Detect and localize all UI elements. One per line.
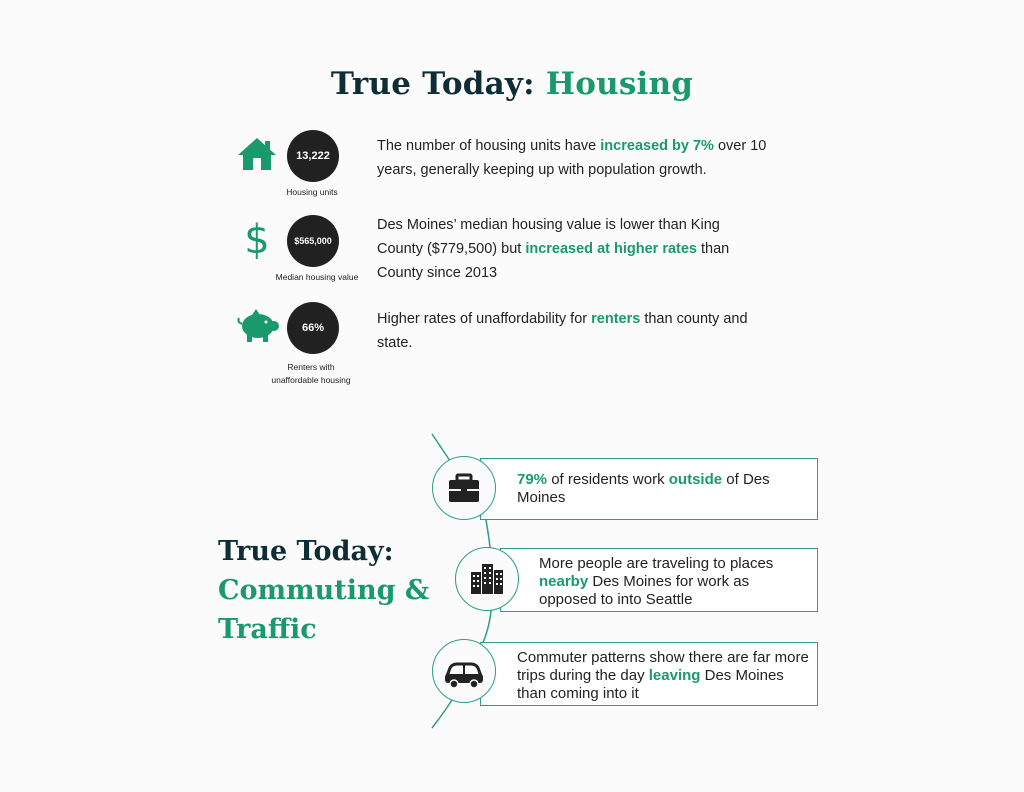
median-value-caption: Median housing value	[275, 272, 359, 282]
desc-text: Des Moines’ median housing value is lower than King County ($779,500) but	[377, 217, 720, 257]
commute-text: Des Moines than coming into it	[517, 667, 784, 702]
commute-highlight: nearby	[539, 573, 589, 590]
commute-text: of Des Moines	[517, 471, 770, 506]
buildings-icon	[455, 547, 519, 611]
desc-highlight: renters	[591, 311, 641, 327]
commute-text: of residents work	[547, 471, 669, 488]
commute-text: Des Moines for work as opposed to into Seattle	[539, 573, 750, 608]
housing-units-caption: Housing units	[286, 187, 338, 197]
car-icon	[432, 639, 496, 703]
svg-text:$: $	[244, 217, 270, 263]
commute-highlight: 79%	[517, 471, 548, 488]
commute-text: Commuter patterns show there are far more trips during the day	[517, 649, 809, 684]
briefcase-icon	[432, 456, 496, 520]
desc-text: The number of housing units have	[377, 138, 601, 154]
commuting-title-line3: Traffic	[218, 614, 317, 645]
commute-text-1	[517, 471, 807, 507]
commute-text-2	[539, 555, 809, 609]
commute-highlight: outside	[668, 471, 723, 488]
renters-caption-line: Renters with	[287, 362, 335, 372]
commute-box-1	[480, 458, 818, 520]
renters-value: 66%	[287, 302, 339, 354]
commute-text-3	[517, 649, 811, 703]
desc-text: over 10 years, generally keeping up with population growth.	[377, 138, 767, 178]
median-value: $565,000	[287, 215, 339, 267]
desc-highlight: increased by 7%	[600, 138, 714, 154]
housing-title-prefix: True Today:	[330, 66, 535, 102]
housing-units-value: 13,222	[287, 130, 339, 182]
desc-text: Higher rates of unaffordability for	[377, 311, 592, 327]
desc-text: than County since 2013	[377, 241, 730, 281]
housing-title-highlight: Housing	[545, 66, 694, 102]
renters-caption-line: unaffordable housing	[271, 375, 351, 385]
commuting-title-line1: True Today:	[218, 536, 394, 567]
commute-text: More people are traveling to places	[539, 555, 774, 572]
commute-box-3	[480, 642, 818, 706]
commute-highlight: leaving	[648, 667, 701, 684]
desc-text: than county and state.	[377, 311, 748, 351]
desc-highlight: increased at higher rates	[525, 241, 697, 257]
commute-box-2	[500, 548, 818, 612]
commuting-title-line2: Commuting &	[218, 575, 430, 606]
